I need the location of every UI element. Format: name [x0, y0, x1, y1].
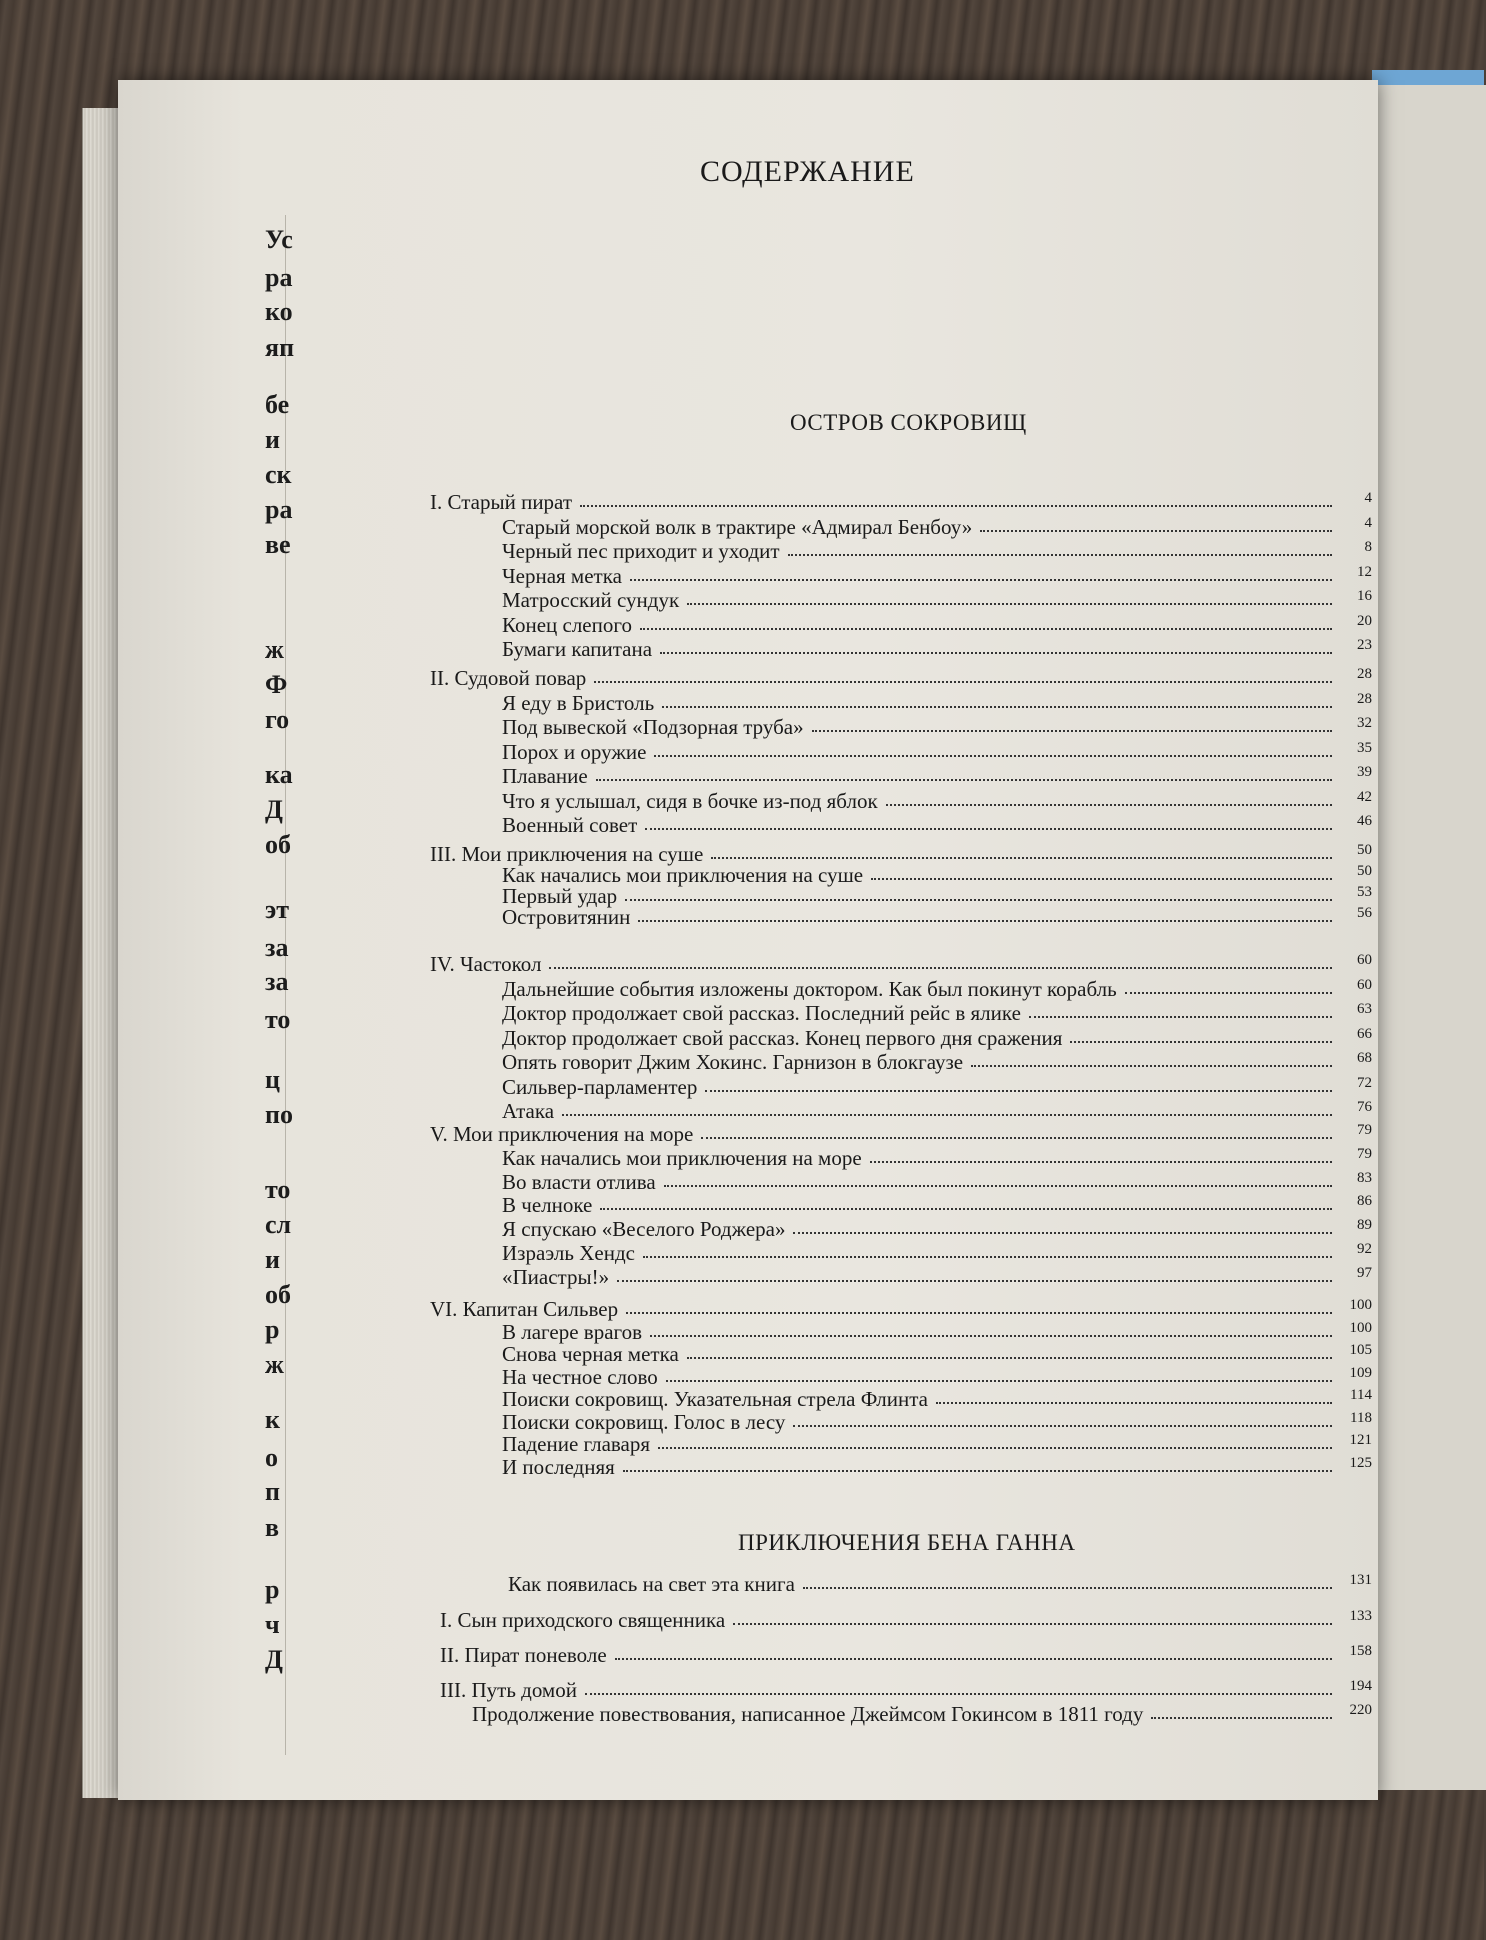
toc-entry: [440, 1678, 1374, 1703]
toc-entry: [502, 1387, 1374, 1412]
toc-entry-label: Черный пес приходит и уходит: [502, 539, 780, 563]
dot-leader: [705, 1088, 1332, 1092]
toc-entry: [502, 637, 1374, 662]
toc-entry: [502, 564, 1374, 589]
toc-page-number: 4: [1364, 514, 1372, 531]
toc-entry-label: Я спускаю «Веселого Роджера»: [502, 1217, 786, 1242]
left-page-fragment: ц: [265, 1065, 280, 1094]
toc-entry-label: Как появилась на свет эта книга: [508, 1572, 795, 1596]
toc-page-number: 60: [1357, 976, 1372, 993]
toc-page-number: 68: [1357, 1050, 1372, 1066]
left-page-fragment: Ф: [265, 670, 288, 699]
toc-entry: [430, 1122, 1374, 1147]
page-title: СОДЕРЖАНИЕ: [700, 155, 915, 188]
dot-leader: [980, 528, 1332, 532]
toc-entry: [502, 588, 1374, 613]
dot-leader: [623, 1468, 1332, 1472]
toc-page-number: 105: [1349, 1342, 1372, 1358]
toc-entry-label: Доктор продолжает свой рассказ. Конец первого дня сражения: [502, 1025, 1063, 1050]
dot-leader: [630, 577, 1332, 581]
toc-entry: [502, 905, 1374, 930]
toc-entry-label: Под вывеской «Подзорная труба»: [502, 715, 804, 739]
toc-page-number: 28: [1357, 690, 1372, 707]
dot-leader: [660, 650, 1332, 654]
dot-leader: [1070, 1039, 1332, 1043]
toc-entry: [502, 515, 1374, 540]
toc-page-number: 50: [1357, 842, 1372, 858]
left-page-fragment: ск: [265, 460, 292, 489]
dot-leader: [643, 1254, 1332, 1258]
section-title: ОСТРОВ СОКРОВИЩ: [790, 410, 1027, 435]
dot-leader: [1151, 1715, 1332, 1719]
toc-page-number: 220: [1349, 1702, 1372, 1718]
toc-entry-label: I. Старый пират: [430, 490, 573, 514]
left-page-fragment: Ус: [265, 225, 293, 254]
dot-leader: [645, 826, 1332, 830]
left-page-fragment: и: [265, 1245, 280, 1274]
toc-entry-label: Порох и оружие: [502, 739, 647, 764]
toc-page-number: 86: [1357, 1193, 1372, 1210]
toc-entry-label: В лагере врагов: [502, 1319, 643, 1344]
toc-entry: [440, 1608, 1374, 1633]
toc-page-number: 114: [1350, 1387, 1372, 1403]
left-page-fragment: ж: [265, 1350, 284, 1379]
toc-page-number: 35: [1357, 739, 1372, 756]
toc-entry-label: Конец слепого: [502, 612, 632, 637]
toc-entry-label: I. Сын приходского священника: [440, 1608, 726, 1632]
toc-page-number: 42: [1357, 788, 1372, 805]
toc-entry-label: Старый морской волк в трактире «Адмирал Бенбоу»: [502, 514, 973, 539]
dot-leader: [640, 626, 1332, 630]
left-page-fragment: р: [265, 1575, 280, 1604]
dot-leader: [936, 1400, 1332, 1404]
toc-entry-label: Островитянин: [502, 905, 631, 929]
toc-entry: [502, 1217, 1374, 1242]
dot-leader: [812, 728, 1332, 732]
dot-leader: [626, 1310, 1332, 1314]
dot-leader: [617, 1278, 1332, 1282]
toc-page-number: 12: [1357, 563, 1372, 580]
dot-leader: [662, 704, 1332, 708]
toc-entry: [502, 613, 1374, 638]
dot-leader: [687, 601, 1332, 605]
dot-leader: [803, 1585, 1332, 1589]
dot-leader: [625, 897, 1332, 901]
toc-page-number: 194: [1349, 1678, 1372, 1694]
left-page-fragment: яп: [265, 333, 295, 362]
toc-entry: [430, 666, 1374, 691]
dot-leader: [1029, 1014, 1332, 1018]
dot-leader: [596, 777, 1332, 781]
toc-page-number: 97: [1357, 1264, 1372, 1281]
toc-entry: [502, 1455, 1374, 1480]
toc-page-number: 63: [1357, 1001, 1372, 1017]
toc-entry: [502, 1193, 1374, 1218]
toc-entry: [502, 691, 1374, 716]
toc-page-number: 66: [1357, 1025, 1372, 1042]
dot-leader: [871, 876, 1332, 880]
toc-page-number: 8: [1364, 539, 1372, 555]
toc-page-number: 23: [1357, 637, 1372, 653]
dot-leader: [562, 1112, 1332, 1116]
toc-entry-label: На честное слово: [502, 1364, 658, 1389]
toc-entry-label: В челноке: [502, 1193, 593, 1218]
dot-leader: [971, 1063, 1332, 1067]
toc-entry: [430, 952, 1374, 977]
toc-entry: [502, 1001, 1374, 1026]
toc-entry-label: V. Мои приключения на море: [430, 1122, 694, 1146]
toc-entry-label: Черная метка: [502, 563, 622, 588]
dot-leader: [654, 753, 1332, 757]
toc-entry-label: Снова черная метка: [502, 1342, 679, 1366]
toc-page-number: 76: [1357, 1099, 1372, 1115]
left-page-fragment: го: [265, 705, 290, 734]
dot-leader: [594, 679, 1332, 683]
toc-entry-label: И последняя: [502, 1454, 615, 1479]
toc-entry-label: Поиски сокровищ. Голос в лесу: [502, 1409, 786, 1434]
toc-entry: [502, 1320, 1374, 1345]
dot-leader: [886, 802, 1332, 806]
toc-entry-label: Падение главаря: [502, 1432, 651, 1456]
dot-leader: [600, 1206, 1332, 1210]
left-page-fragment: Д: [265, 1645, 283, 1674]
toc-entry: [502, 1050, 1374, 1075]
toc-page-number: 89: [1357, 1217, 1372, 1234]
dot-leader: [666, 1378, 1332, 1382]
left-page-fragment: сл: [265, 1210, 292, 1239]
toc-entry: [502, 764, 1374, 789]
dot-leader: [585, 1691, 1332, 1695]
toc-page-number: 79: [1357, 1122, 1372, 1138]
dot-leader: [687, 1355, 1332, 1359]
toc-entry: [502, 1075, 1374, 1100]
toc-entry: [472, 1702, 1374, 1727]
left-page-fragment: п: [265, 1477, 280, 1506]
toc-page-number: 46: [1357, 813, 1372, 829]
toc-page-number: 100: [1349, 1319, 1372, 1336]
dot-leader: [733, 1621, 1332, 1625]
toc-page-number: 4: [1364, 490, 1372, 506]
left-page-fragment: ра: [265, 495, 293, 524]
toc-entry: [440, 1643, 1374, 1668]
dot-leader: [664, 1183, 1332, 1187]
toc-entry-label: Поиски сокровищ. Указательная стрела Флинта: [502, 1387, 928, 1411]
left-page-fragment: ра: [265, 263, 293, 292]
left-page-fragment: Д: [265, 795, 283, 824]
dot-leader: [711, 855, 1332, 859]
toc-entry: [502, 1146, 1374, 1171]
toc-page-number: 28: [1357, 666, 1372, 682]
toc-entry: [502, 1265, 1374, 1290]
toc-entry-label: Атака: [502, 1099, 555, 1123]
left-page-fragment: ч: [265, 1610, 280, 1639]
dot-leader: [638, 918, 1332, 922]
dot-leader: [1125, 990, 1332, 994]
toc-entry-label: Что я услышал, сидя в бочке из-под яблок: [502, 788, 878, 813]
toc-entry: [508, 1572, 1374, 1597]
toc-entry: [502, 977, 1374, 1002]
toc-page-number: 79: [1357, 1145, 1372, 1162]
dot-leader: [870, 1159, 1332, 1163]
toc-entry-label: Во власти отлива: [502, 1169, 656, 1194]
toc-entry-label: Военный совет: [502, 813, 638, 837]
toc-entry-label: Первый удар: [502, 884, 618, 908]
toc-entry-label: Опять говорит Джим Хокинс. Гарнизон в блокгаузе: [502, 1050, 964, 1074]
toc-entry: [502, 1170, 1374, 1195]
toc-entry: [502, 1342, 1374, 1367]
left-page-fragment: ве: [265, 530, 291, 559]
toc-entry-label: Я еду в Бристоль: [502, 690, 655, 715]
toc-page-number: 16: [1357, 588, 1372, 604]
toc-entry-label: Матросский сундук: [502, 588, 680, 612]
toc-entry-label: IV. Частокол: [430, 952, 542, 976]
toc-page-number: 53: [1357, 884, 1372, 900]
toc-entry-label: II. Судовой повар: [430, 666, 587, 690]
left-page-fragment: об: [265, 830, 291, 859]
toc-entry-label: Продолжение повествования, написанное Джеймсом Гокинсом в 1811 году: [472, 1702, 1144, 1726]
left-page-fragment: ка: [265, 760, 293, 789]
toc-entry-label: Доктор продолжает свой рассказ. Последний рейс в ялике: [502, 1001, 1021, 1025]
toc-page-number: 20: [1357, 612, 1372, 629]
toc-entry-label: III. Путь домой: [440, 1678, 577, 1702]
toc-entry: [502, 715, 1374, 740]
toc-page-number: 125: [1349, 1454, 1372, 1471]
toc-entry-label: Дальнейшие события изложены доктором. Как был покинут корабль: [502, 976, 1117, 1001]
toc-entry-label: «Пиастры!»: [502, 1264, 610, 1289]
toc-page-number: 100: [1349, 1297, 1372, 1313]
toc-page-number: 50: [1357, 863, 1372, 879]
dot-leader: [793, 1230, 1332, 1234]
toc-page-number: 121: [1349, 1432, 1372, 1448]
section-title: ПРИКЛЮЧЕНИЯ БЕНА ГАННА: [738, 1530, 1076, 1555]
toc-entry: [502, 1026, 1374, 1051]
dot-leader: [788, 552, 1332, 556]
toc-entry-label: Плавание: [502, 764, 588, 788]
toc-entry-label: III. Мои приключения на суше: [430, 842, 704, 866]
toc-entry: [502, 1365, 1374, 1390]
toc-entry: [430, 1297, 1374, 1322]
toc-page-number: 158: [1349, 1643, 1372, 1659]
toc-entry-label: Как начались мои приключения на море: [502, 1145, 862, 1170]
toc-entry-label: Как начались мои приключения на суше: [502, 863, 864, 887]
toc-entry: [502, 789, 1374, 814]
toc-page-number: 109: [1349, 1364, 1372, 1381]
toc-entry: [502, 813, 1374, 838]
left-page-fragment: за: [265, 967, 289, 996]
left-page-fragment: в: [265, 1513, 280, 1542]
left-page-fragment: и: [265, 425, 280, 454]
left-page-fragment: эт: [265, 895, 290, 924]
toc-page-number: 133: [1349, 1608, 1372, 1624]
left-page-fragment: о: [265, 1443, 278, 1472]
toc-entry-label: VI. Капитан Сильвер: [430, 1297, 619, 1321]
toc-page-number: 118: [1350, 1409, 1372, 1426]
toc-entry: [502, 1432, 1374, 1457]
left-page-fragment: бе: [265, 390, 290, 419]
dot-leader: [580, 503, 1332, 507]
toc-page-number: 56: [1357, 905, 1372, 921]
toc-entry: [502, 1241, 1374, 1266]
left-page-fragment: за: [265, 933, 289, 962]
left-page-fragment: ко: [265, 297, 293, 326]
toc-entry-label: II. Пират поневоле: [440, 1643, 607, 1667]
toc-page-number: 131: [1349, 1572, 1372, 1588]
dot-leader: [701, 1135, 1332, 1139]
toc-entry-label: Сильвер-парламентер: [502, 1074, 698, 1099]
toc-entry: [502, 1099, 1374, 1124]
toc-page-number: 39: [1357, 764, 1372, 780]
dot-leader: [549, 965, 1332, 969]
toc-entry: [502, 740, 1374, 765]
left-page-fragment: по: [265, 1100, 293, 1129]
toc-entry: [430, 490, 1374, 515]
toc-page-number: 60: [1357, 952, 1372, 968]
dot-leader: [793, 1423, 1332, 1427]
left-page-fragment: р: [265, 1315, 280, 1344]
toc-page-number: 83: [1357, 1169, 1372, 1186]
dot-leader: [615, 1656, 1332, 1660]
toc-page-number: 92: [1357, 1241, 1372, 1257]
dot-leader: [658, 1445, 1332, 1449]
toc-page-number: 72: [1357, 1074, 1372, 1091]
toc-entry: [502, 539, 1374, 564]
left-page-fragment: ж: [265, 635, 284, 664]
toc-page-number: 32: [1357, 715, 1372, 731]
toc-entry: [502, 1410, 1374, 1435]
left-page-fragment: то: [265, 1175, 291, 1204]
dot-leader: [650, 1333, 1332, 1337]
toc-entry-label: Бумаги капитана: [502, 637, 653, 661]
toc-entry-label: Израэль Хендс: [502, 1241, 635, 1265]
left-page-fragment: то: [265, 1005, 291, 1034]
left-page-fragment: об: [265, 1280, 291, 1309]
left-page-fragment: к: [265, 1405, 280, 1434]
